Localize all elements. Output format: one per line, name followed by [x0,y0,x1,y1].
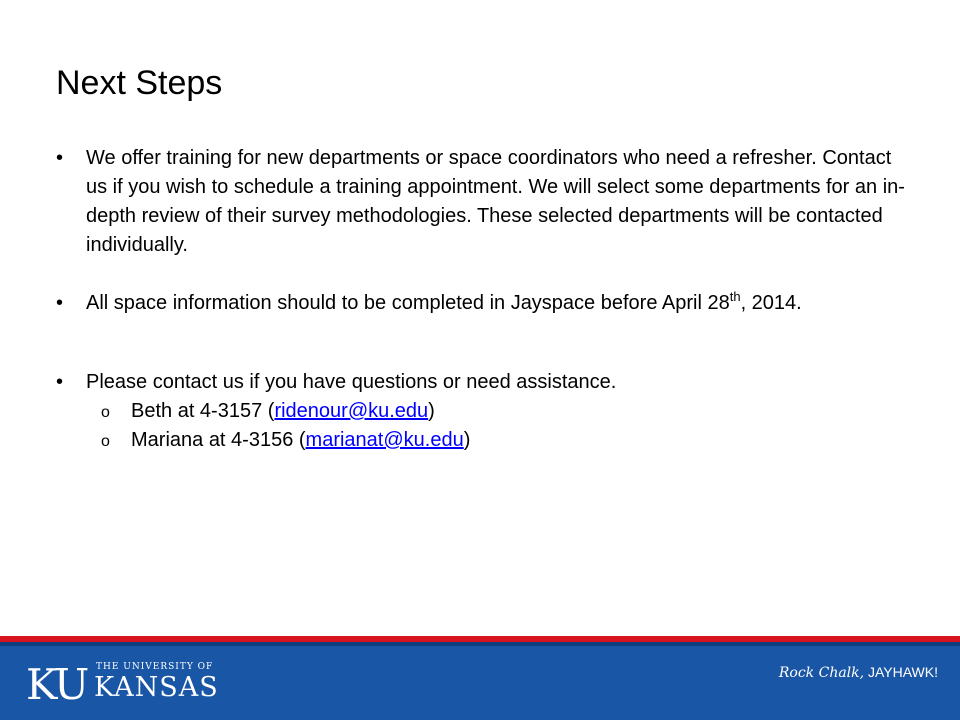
bullet-deadline [56,289,916,318]
sub-bullet-icon: o [101,433,110,450]
contact-beth [86,397,886,426]
footer-banner [0,636,960,720]
contact-beth-prefix: Beth at 4-3157 ( [131,400,275,422]
bullet-training [56,144,916,260]
bullet-dot: • [56,371,64,393]
email-link-mariana[interactable]: marianat@ku.edu [305,429,464,451]
bullet-contact [56,368,886,397]
ordinal-superscript: th [729,289,741,304]
bullet-deadline-text: All space information should to be completed in Jayspace before April 28 [86,292,730,314]
university-label: THE UNIVERSITY OF [96,662,214,672]
bullet-dot: • [56,147,64,169]
contact-mariana [86,426,886,455]
email-link-beth[interactable]: ridenour@ku.edu [274,400,429,422]
bullet-contact-text: Please contact us if you have questions or need assistance. [86,371,617,393]
slogan-rock-chalk: Rock Chalk, [778,665,865,681]
slide-title: Next Steps [56,64,223,102]
contact-beth-suffix: ) [428,400,435,422]
bullet-dot: • [56,292,64,314]
bullet-contact-group [56,368,886,455]
contact-mariana-prefix: Mariana at 4-3156 ( [131,429,306,451]
kansas-wordmark: KANSAS [94,672,219,703]
bullet-training-text: We offer training for new departments or space coordinators who need a refresher. Contact us if you wish to schedule a training appointment. We will select some departments for an in-depth review of their survey methodologies. These selected departments will be contacted individually. [86,147,905,256]
footer-slogan [779,664,938,681]
ku-logo-icon: KU [26,660,88,709]
slogan-jayhawk: JAYHAWK! [867,664,938,680]
bullet-deadline-year: , 2014. [740,292,802,314]
footer-dark-stripe [0,642,960,646]
contact-mariana-suffix: ) [463,429,471,451]
sub-bullet-icon: o [101,404,110,421]
